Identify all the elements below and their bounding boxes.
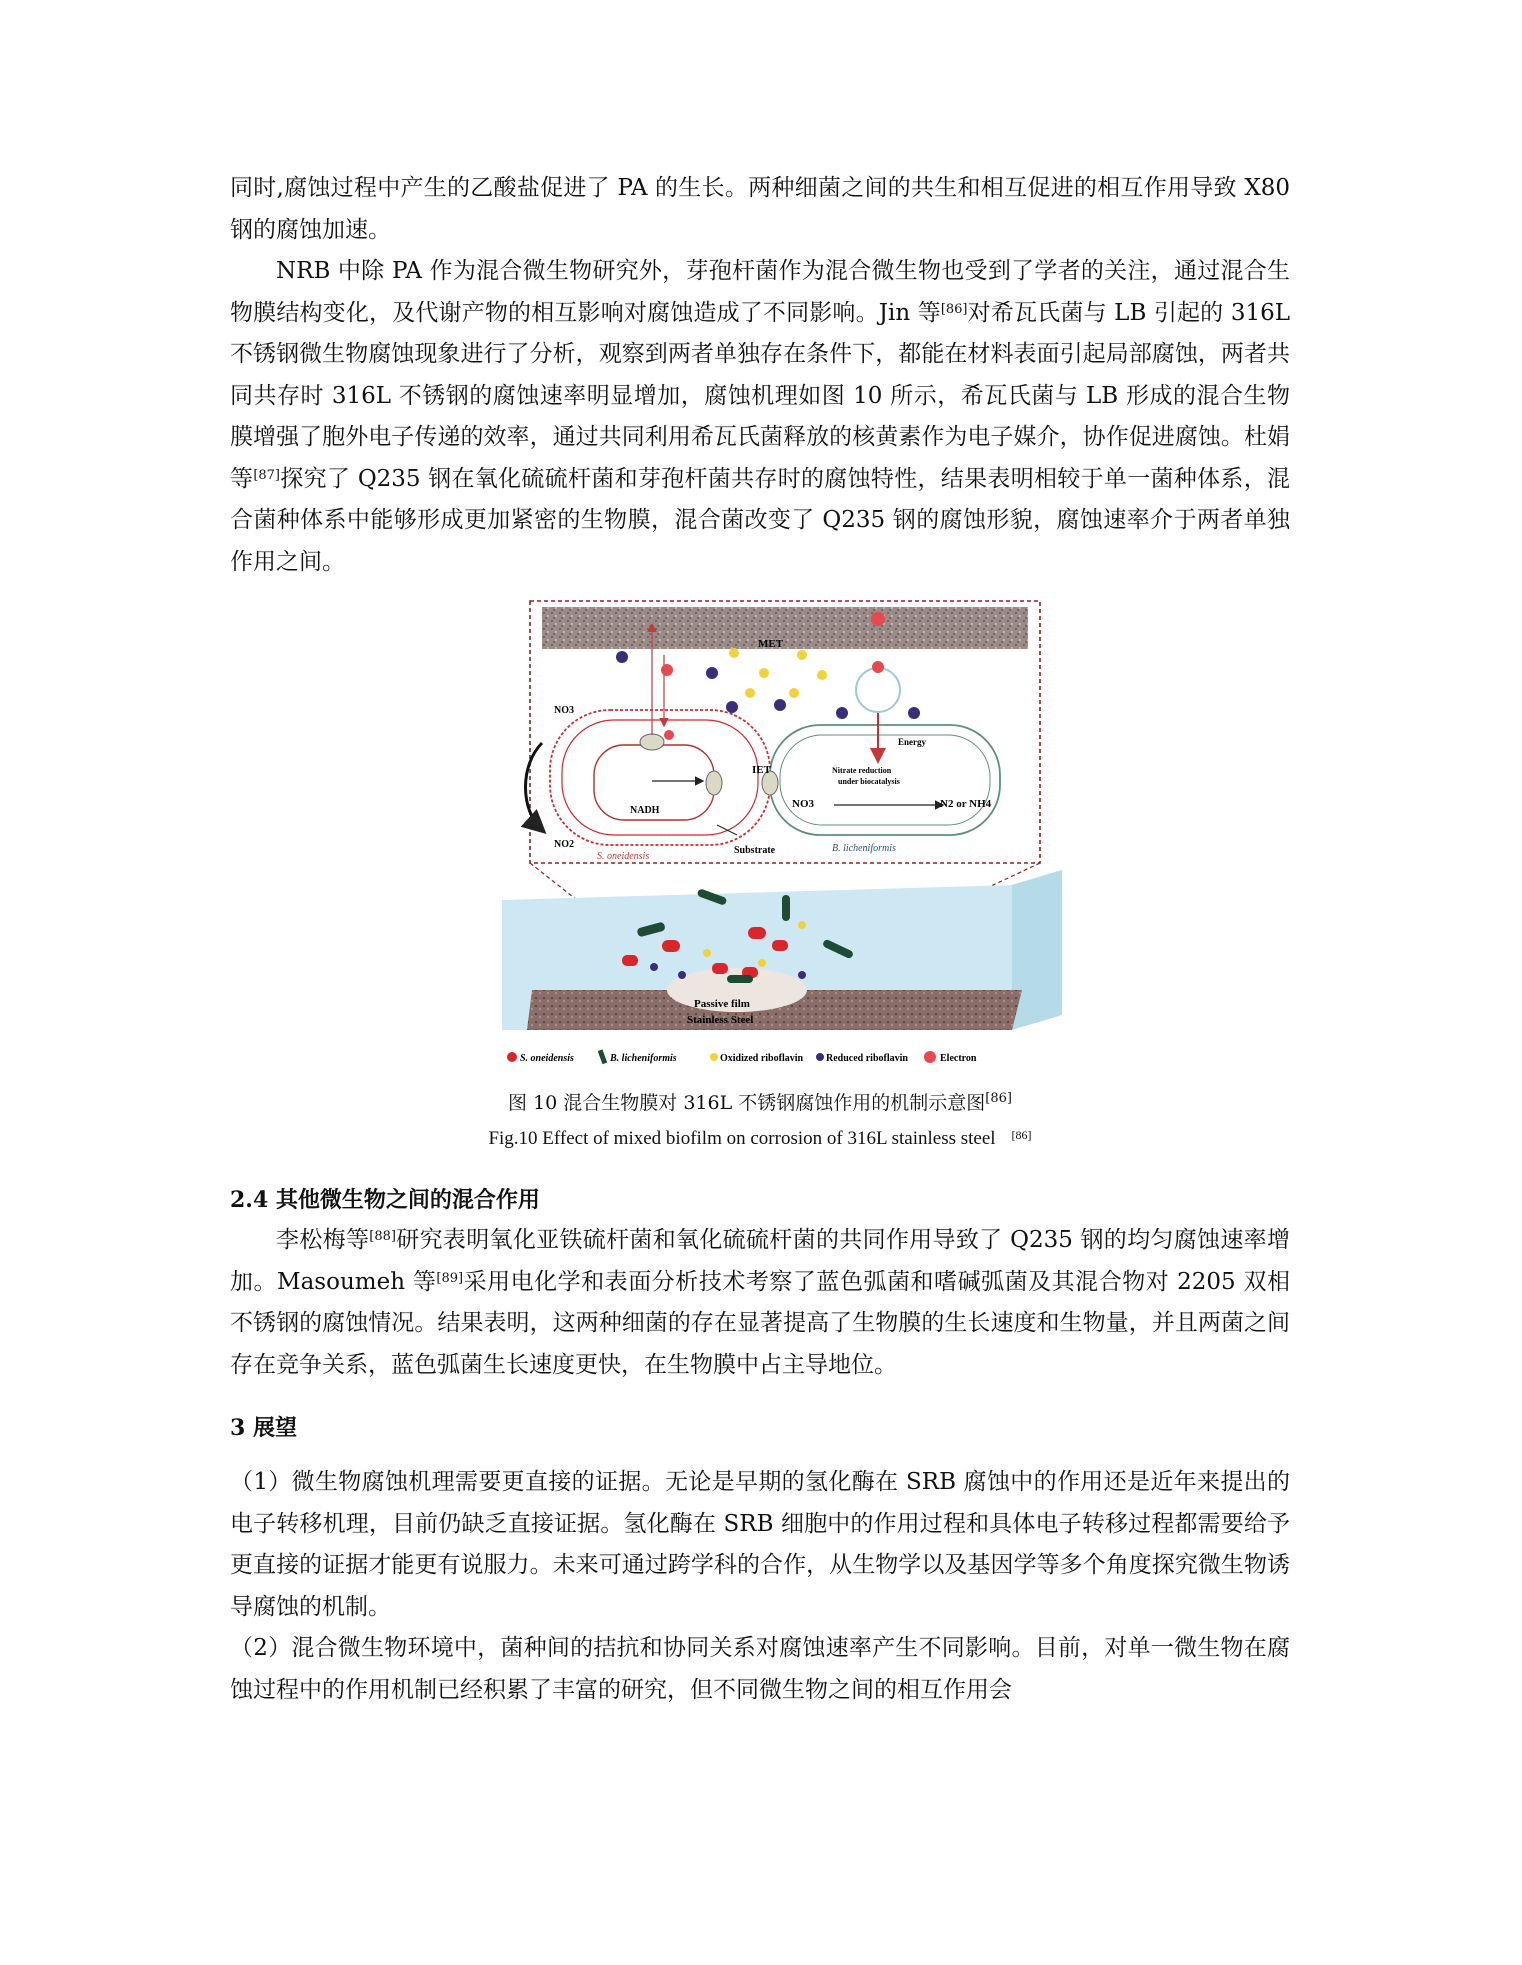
outlook-item-1: （1）微生物腐蚀机理需要更直接的证据。无论是早期的氢化酶在 SRB 腐蚀中的作用还是近年来提出的电子转移机理，目前仍缺乏直接证据。氢化酶在 SRB 细胞中的作用过程和具体电子转移过程都需要给予更直接的证据才能更有说服力。未来可通过跨学科的合作，从生物学以及基因学等多个角度探究微生物诱导腐蚀的机制。 [230,1469,1290,1620]
citation-89: [89] [436,1270,464,1286]
svg-text:Oxidized riboflavin: Oxidized riboflavin [720,1053,804,1064]
svg-text:S. oneidensis: S. oneidensis [597,851,650,862]
svg-text:Stainless Steel: Stainless Steel [687,1014,754,1026]
citation-88: [88] [369,1229,396,1244]
section-heading-2-4: 2.4 其他微生物之间的混合作用 [230,1187,540,1213]
svg-text:Electron: Electron [940,1053,977,1064]
figure-caption-en: Fig.10 Effect of mixed biofilm on corrosion of 316L stainless steel [86] [488,1128,1032,1149]
svg-text:Substrate: Substrate [734,845,776,856]
svg-text:NO2: NO2 [554,839,574,850]
svg-text:Nitrate reduction: Nitrate reduction [832,766,892,775]
svg-text:B. licheniformis: B. licheniformis [832,843,896,854]
svg-text:B. licheniformis: B. licheniformis [610,1053,677,1064]
paragraph-2: NRB 中除 PA 作为混合微生物研究外，芽孢杆菌作为混合微生物也受到了学者的关注，通过混合生物膜结构变化，及代谢产物的相互影响对腐蚀造成了不同影响。Jin 等[86]对希瓦氏菌与 LB 引起的 316L 不锈钢微生物腐蚀现象进行了分析，观察到两者单独存在条件下，都能在材料表面引起局部腐蚀，两者共同共存时 316L 不锈钢的腐蚀速率明显增加，腐蚀机理如图 10 所示，希瓦氏菌与 LB 形成的混合生物膜增强了胞外电子传递的效率，通过共同利用希瓦氏菌释放的核黄素作为电子媒介，协作促进腐蚀。杜娟等[87]探究了 Q235 钢在氧化硫硫杆菌和芽孢杆菌共存时的腐蚀特性，结果表明相较于单一菌种体系，混合菌种体系中能够形成更加紧密的生物膜，混合菌改变了 Q235 钢的腐蚀形貌，腐蚀速率介于两者单独作用之间。 [230,258,1290,575]
figure-10 [230,595,1290,1180]
citation-87: [87] [253,467,280,483]
paragraph-2-4: 李松梅等[88]研究表明氧化亚铁硫杆菌和氧化硫硫杆菌的共同作用导致了 Q235 钢的均匀腐蚀速率增加。Masoumeh 等[89]采用电化学和表面分析技术考察了蓝色弧菌和嗜碱弧菌及其混合物对 2205 双相不锈钢的腐蚀情况。结果表明，这两种细菌的存在显著提高了生物膜的生长速度和生物量，并且两菌之间存在竞争关系，蓝色弧菌生长速度更快，在生物膜中占主导地位。 [230,1227,1291,1378]
svg-text:Energy: Energy [898,737,926,747]
svg-text:under biocatalysis: under biocatalysis [838,777,900,786]
paragraph-1: 同时,腐蚀过程中产生的乙酸盐促进了 PA 的生长。两种细菌之间的共生和相互促进的相互作用导致 X80 钢的腐蚀加速。 [230,175,1290,243]
outlook-item-2: （2）混合微生物环境中，菌种间的拮抗和协同关系对腐蚀速率产生不同影响。目前，对单一微生物在腐蚀过程中的作用机制已经积累了丰富的研究，但不同微生物之间的相互作用会 [230,1635,1290,1703]
inset-steel-plate [542,607,1028,649]
svg-text:Reduced riboflavin: Reduced riboflavin [826,1053,908,1064]
page-content [230,168,1290,1711]
section-heading-3: 3 展望 [230,1415,297,1441]
mechanism-diagram [502,595,1062,1075]
svg-text:N2 or NH4: N2 or NH4 [940,798,992,810]
svg-text:IET: IET [752,764,771,776]
figure-caption-cn: 图 10 混合生物膜对 316L 不锈钢腐蚀作用的机制示意图[86] [508,1091,1012,1114]
svg-text:NADH: NADH [630,805,660,816]
figure-legend [507,1049,977,1064]
citation-86: [86] [940,301,968,317]
svg-text:Passive film: Passive film [694,998,750,1010]
svg-text:MET: MET [758,638,784,650]
svg-text:S. oneidensis: S. oneidensis [520,1053,574,1064]
svg-text:NO3: NO3 [792,798,814,810]
svg-text:NO3: NO3 [554,705,574,716]
